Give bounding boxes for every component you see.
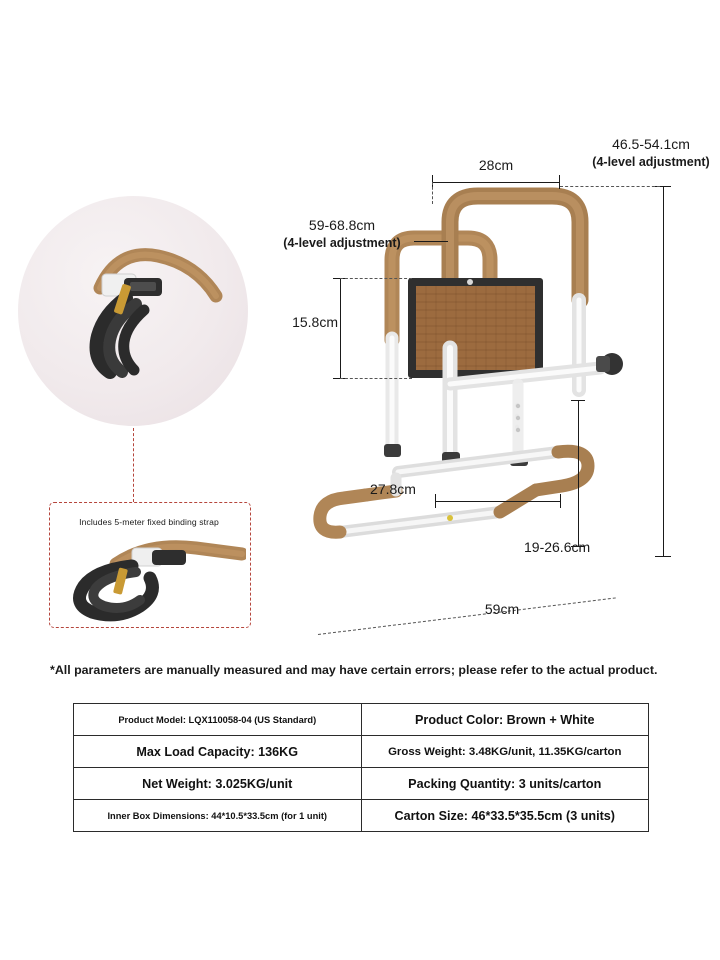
spec-cell-gross-weight: Gross Weight: 3.48KG/unit, 11.35KG/carton <box>361 736 649 768</box>
dim-label-handle-height-range <box>262 216 422 252</box>
extline-height-range-top <box>560 186 660 187</box>
extline-pad-height-top <box>340 278 412 279</box>
spec-cell-max-load: Max Load Capacity: 136KG <box>74 736 362 768</box>
dim-label-base-length <box>462 600 542 619</box>
dim-label-height-range <box>586 135 716 171</box>
extline-pad-height-bottom <box>340 378 412 379</box>
spec-cell-product-model: Product Model: LQX110058-04 (US Standard) <box>74 704 362 736</box>
dimline-handle-width <box>432 182 560 183</box>
spec-cell-net-weight: Net Weight: 3.025KG/unit <box>74 768 362 800</box>
dim-value-handle-height-range: 59-68.8cm <box>308 217 376 233</box>
dim-value-leg-height: 19-26.6cm <box>524 539 591 555</box>
dim-label-pad-height <box>266 313 338 332</box>
dimline-height-range-vertical <box>663 186 664 556</box>
specification-table <box>73 703 649 832</box>
dim-note-handle-height-range: (4-level adjustment) <box>283 235 401 250</box>
dimtick-leg-height-top <box>571 400 585 401</box>
dim-value-height-range: 46.5-54.1cm <box>612 136 690 152</box>
dimtick-height-range-bottom <box>655 556 671 557</box>
table-row <box>74 768 649 800</box>
table-row <box>74 736 649 768</box>
dim-value-base-width: 27.8cm <box>370 481 416 497</box>
dimtick-handle-width-right <box>559 175 560 189</box>
dimline-leg-height <box>578 400 579 546</box>
dim-value-pad-height: 15.8cm <box>292 314 338 330</box>
dim-label-handle-width <box>436 156 556 175</box>
dim-value-base-length: 59cm <box>484 601 520 617</box>
measurement-footnote: *All parameters are manually measured and may have certain errors; please refer to the actual product. <box>50 663 658 677</box>
callout-connector-line <box>133 428 134 502</box>
dimline-handle-height-leader <box>414 241 448 242</box>
inset-strap-illustration <box>40 212 240 412</box>
dimtick-base-width-left <box>435 494 436 508</box>
strap-callout-caption: Includes 5-meter fixed binding strap <box>79 517 219 527</box>
spec-cell-carton-size: Carton Size: 46*33.5*35.5cm (3 units) <box>361 800 649 832</box>
spec-cell-packing-quantity: Packing Quantity: 3 units/carton <box>361 768 649 800</box>
extline-handle-width-left <box>432 182 433 204</box>
dim-value-handle-width: 28cm <box>478 157 514 173</box>
dim-note-height-range: (4-level adjustment) <box>592 154 710 169</box>
dim-label-leg-height <box>524 538 650 557</box>
callout-strap-illustration <box>56 528 246 623</box>
spec-cell-inner-box-dimensions: Inner Box Dimensions: 44*10.5*33.5cm (for 1 unit) <box>74 800 362 832</box>
dimline-pad-height <box>340 278 341 378</box>
table-row <box>74 704 649 736</box>
table-row <box>74 800 649 832</box>
dimtick-base-width-right <box>560 494 561 508</box>
dimline-base-width <box>435 501 561 502</box>
spec-cell-product-color: Product Color: Brown + White <box>361 704 649 736</box>
dim-label-base-width <box>348 480 438 499</box>
